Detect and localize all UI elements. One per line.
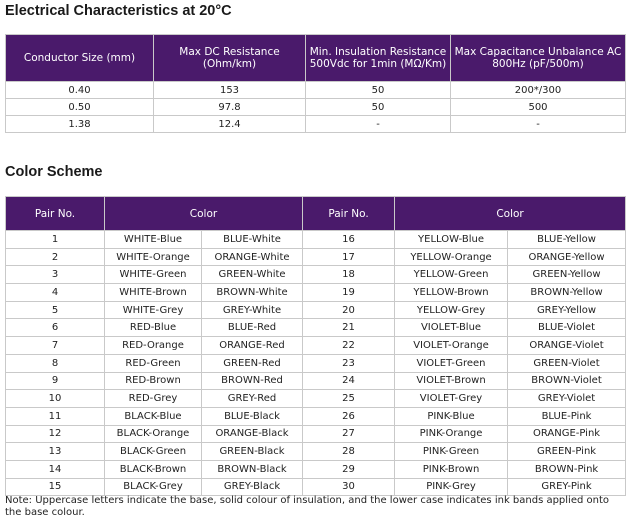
pair-number-cell: 25 xyxy=(303,390,395,408)
header-max-capacitance-unbalance: Max Capacitance Unbalance AC 800Hz (pF/500m) xyxy=(451,35,626,82)
tip-color-cell: WHITE-Brown xyxy=(105,284,202,302)
tip-color-cell: VIOLET-Green xyxy=(395,354,508,372)
pair-number-cell: 8 xyxy=(6,354,105,372)
tip-color-cell: RED-Brown xyxy=(105,372,202,390)
ring-color-cell: GREEN-Yellow xyxy=(508,266,626,284)
dc-resistance-cell: 153 xyxy=(154,82,306,99)
table-row xyxy=(6,390,626,408)
pair-number-cell: 22 xyxy=(303,337,395,355)
pair-number-cell: 27 xyxy=(303,425,395,443)
tip-color-cell: PINK-Green xyxy=(395,443,508,461)
tip-color-cell: RED-Orange xyxy=(105,337,202,355)
capacitance-unbalance-cell: 200*/300 xyxy=(451,82,626,99)
tip-color-cell: WHITE-Green xyxy=(105,266,202,284)
ring-color-cell: BROWN-Violet xyxy=(508,372,626,390)
pair-number-cell: 14 xyxy=(6,460,105,478)
table-row xyxy=(6,372,626,390)
electrical-header-row xyxy=(6,35,626,82)
ring-color-cell: GREEN-Pink xyxy=(508,443,626,461)
header-pair-no: Pair No. xyxy=(6,197,105,231)
ring-color-cell: ORANGE-Pink xyxy=(508,425,626,443)
ring-color-cell: ORANGE-Yellow xyxy=(508,248,626,266)
tip-color-cell: BLACK-Brown xyxy=(105,460,202,478)
pair-number-cell: 1 xyxy=(6,231,105,249)
pair-number-cell: 17 xyxy=(303,248,395,266)
tip-color-cell: VIOLET-Brown xyxy=(395,372,508,390)
tip-color-cell: RED-Grey xyxy=(105,390,202,408)
ring-color-cell: GREY-Violet xyxy=(508,390,626,408)
ring-color-cell: BLUE-Yellow xyxy=(508,231,626,249)
tip-color-cell: PINK-Blue xyxy=(395,407,508,425)
color-scheme-title: Color Scheme xyxy=(5,164,103,180)
footnote: Note: Uppercase letters indicate the base, solid colour of insulation, and the lower case indicates ink bands applied onto the base colour. xyxy=(5,495,610,518)
pair-number-cell: 26 xyxy=(303,407,395,425)
table-row xyxy=(6,319,626,337)
conductor-size-cell: 0.50 xyxy=(6,99,154,116)
electrical-table xyxy=(5,34,626,133)
table-row xyxy=(6,443,626,461)
insulation-resistance-cell: 50 xyxy=(306,82,451,99)
pair-number-cell: 4 xyxy=(6,284,105,302)
table-row xyxy=(6,337,626,355)
table-row xyxy=(6,407,626,425)
tip-color-cell: PINK-Grey xyxy=(395,478,508,496)
tip-color-cell: PINK-Orange xyxy=(395,425,508,443)
tip-color-cell: PINK-Brown xyxy=(395,460,508,478)
table-row xyxy=(6,248,626,266)
conductor-size-cell: 0.40 xyxy=(6,82,154,99)
color-scheme-header-row xyxy=(6,197,626,231)
table-row xyxy=(6,266,626,284)
ring-color-cell: GREEN-Black xyxy=(202,443,303,461)
tip-color-cell: YELLOW-Grey xyxy=(395,301,508,319)
table-row xyxy=(6,301,626,319)
pair-number-cell: 24 xyxy=(303,372,395,390)
pair-number-cell: 21 xyxy=(303,319,395,337)
ring-color-cell: ORANGE-Black xyxy=(202,425,303,443)
ring-color-cell: ORANGE-Red xyxy=(202,337,303,355)
pair-number-cell: 10 xyxy=(6,390,105,408)
ring-color-cell: BROWN-White xyxy=(202,284,303,302)
ring-color-cell: BLUE-Pink xyxy=(508,407,626,425)
ring-color-cell: ORANGE-White xyxy=(202,248,303,266)
pair-number-cell: 12 xyxy=(6,425,105,443)
pair-number-cell: 7 xyxy=(6,337,105,355)
tip-color-cell: RED-Green xyxy=(105,354,202,372)
conductor-size-cell: 1.38 xyxy=(6,116,154,133)
tip-color-cell: BLACK-Grey xyxy=(105,478,202,496)
pair-number-cell: 9 xyxy=(6,372,105,390)
tip-color-cell: YELLOW-Orange xyxy=(395,248,508,266)
pair-number-cell: 28 xyxy=(303,443,395,461)
pair-number-cell: 19 xyxy=(303,284,395,302)
table-row xyxy=(6,116,626,133)
ring-color-cell: BROWN-Yellow xyxy=(508,284,626,302)
pair-number-cell: 11 xyxy=(6,407,105,425)
ring-color-cell: GREY-White xyxy=(202,301,303,319)
tip-color-cell: YELLOW-Blue xyxy=(395,231,508,249)
ring-color-cell: GREEN-Red xyxy=(202,354,303,372)
tip-color-cell: BLACK-Green xyxy=(105,443,202,461)
capacitance-unbalance-cell: 500 xyxy=(451,99,626,116)
ring-color-cell: BLUE-Black xyxy=(202,407,303,425)
header-color: Color xyxy=(105,197,303,231)
color-scheme-table xyxy=(5,196,626,496)
ring-color-cell: BLUE-Violet xyxy=(508,319,626,337)
insulation-resistance-cell: 50 xyxy=(306,99,451,116)
pair-number-cell: 3 xyxy=(6,266,105,284)
pair-number-cell: 6 xyxy=(6,319,105,337)
ring-color-cell: ORANGE-Violet xyxy=(508,337,626,355)
tip-color-cell: YELLOW-Green xyxy=(395,266,508,284)
pair-number-cell: 20 xyxy=(303,301,395,319)
pair-number-cell: 15 xyxy=(6,478,105,496)
ring-color-cell: GREY-Yellow xyxy=(508,301,626,319)
tip-color-cell: VIOLET-Grey xyxy=(395,390,508,408)
insulation-resistance-cell: - xyxy=(306,116,451,133)
header-min-insulation-resistance: Min. Insulation Resistance 500Vdc for 1min (MΩ/Km) xyxy=(306,35,451,82)
table-row xyxy=(6,231,626,249)
table-row xyxy=(6,460,626,478)
tip-color-cell: WHITE-Blue xyxy=(105,231,202,249)
ring-color-cell: GREEN-White xyxy=(202,266,303,284)
pair-number-cell: 23 xyxy=(303,354,395,372)
header-max-dc-resistance: Max DC Resistance (Ohm/km) xyxy=(154,35,306,82)
ring-color-cell: BLUE-White xyxy=(202,231,303,249)
tip-color-cell: BLACK-Orange xyxy=(105,425,202,443)
pair-number-cell: 30 xyxy=(303,478,395,496)
table-row xyxy=(6,82,626,99)
pair-number-cell: 5 xyxy=(6,301,105,319)
tip-color-cell: VIOLET-Orange xyxy=(395,337,508,355)
tip-color-cell: RED-Blue xyxy=(105,319,202,337)
pair-number-cell: 29 xyxy=(303,460,395,478)
ring-color-cell: BROWN-Black xyxy=(202,460,303,478)
tip-color-cell: YELLOW-Brown xyxy=(395,284,508,302)
capacitance-unbalance-cell: - xyxy=(451,116,626,133)
ring-color-cell: BROWN-Pink xyxy=(508,460,626,478)
ring-color-cell: GREY-Black xyxy=(202,478,303,496)
dc-resistance-cell: 12.4 xyxy=(154,116,306,133)
ring-color-cell: GREEN-Violet xyxy=(508,354,626,372)
tip-color-cell: VIOLET-Blue xyxy=(395,319,508,337)
ring-color-cell: GREY-Red xyxy=(202,390,303,408)
ring-color-cell: GREY-Pink xyxy=(508,478,626,496)
pair-number-cell: 13 xyxy=(6,443,105,461)
tip-color-cell: WHITE-Grey xyxy=(105,301,202,319)
table-row xyxy=(6,354,626,372)
tip-color-cell: BLACK-Blue xyxy=(105,407,202,425)
table-row xyxy=(6,99,626,116)
dc-resistance-cell: 97.8 xyxy=(154,99,306,116)
tip-color-cell: WHITE-Orange xyxy=(105,248,202,266)
pair-number-cell: 18 xyxy=(303,266,395,284)
electrical-title: Electrical Characteristics at 20°C xyxy=(5,3,232,19)
table-row xyxy=(6,284,626,302)
header-pair-no: Pair No. xyxy=(303,197,395,231)
ring-color-cell: BLUE-Red xyxy=(202,319,303,337)
table-row xyxy=(6,425,626,443)
pair-number-cell: 16 xyxy=(303,231,395,249)
pair-number-cell: 2 xyxy=(6,248,105,266)
ring-color-cell: BROWN-Red xyxy=(202,372,303,390)
header-color: Color xyxy=(395,197,626,231)
table-row xyxy=(6,478,626,496)
header-conductor-size: Conductor Size (mm) xyxy=(6,35,154,82)
